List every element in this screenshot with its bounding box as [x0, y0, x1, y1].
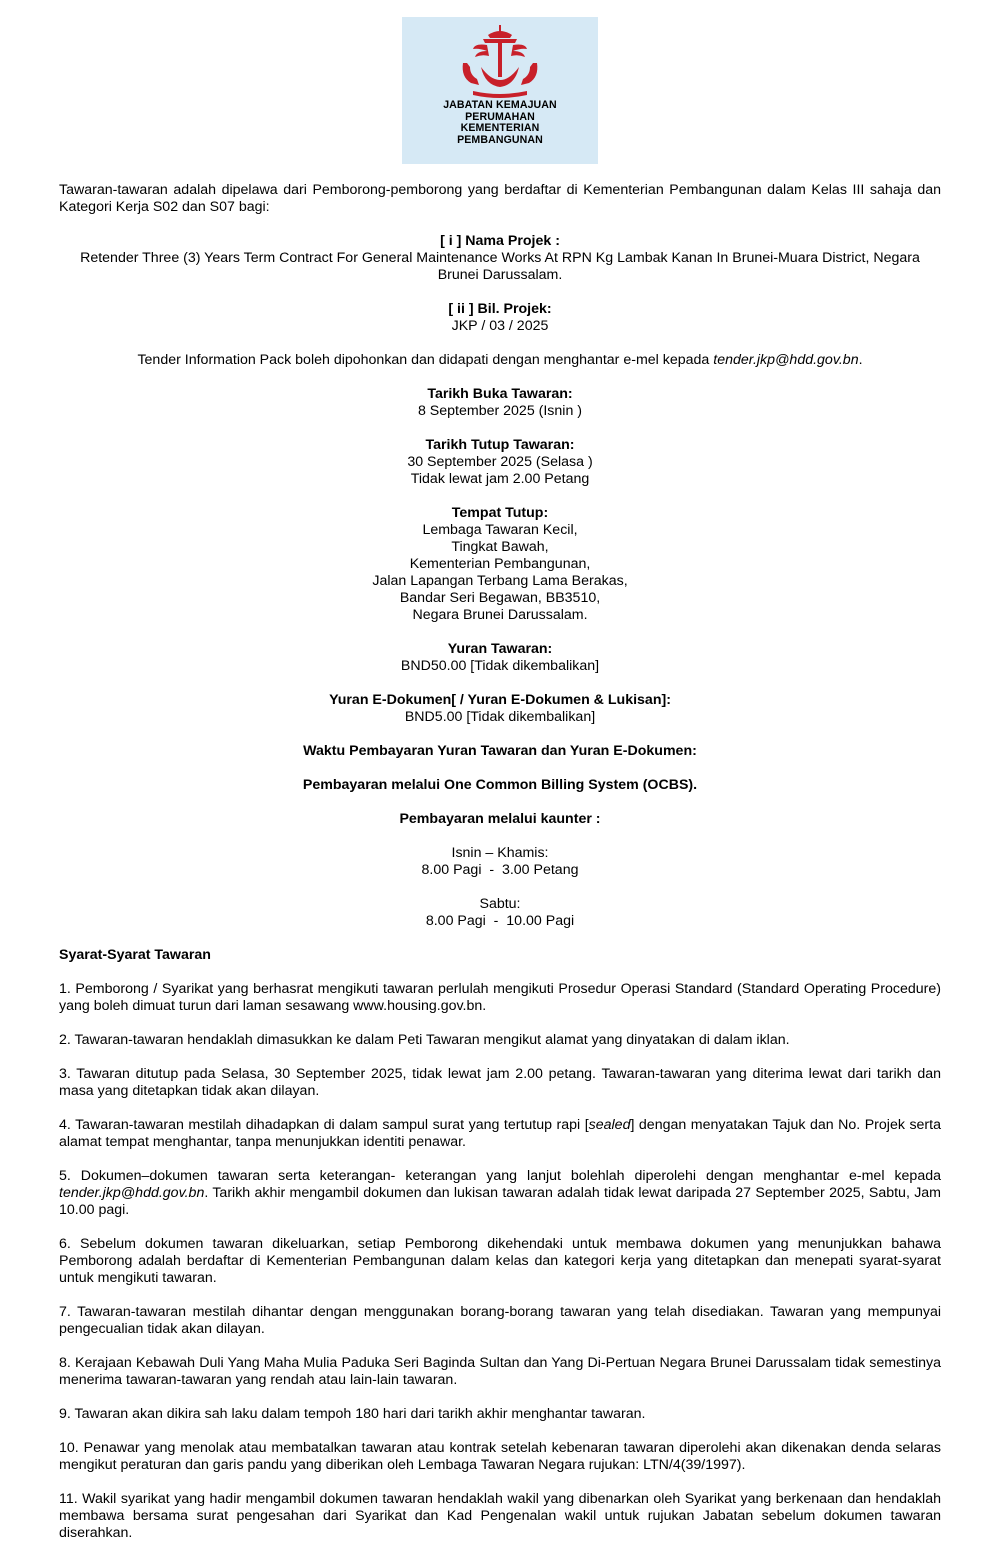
counter-payment-label: Pembayaran melalui kaunter :	[399, 811, 601, 827]
hours-time: 8.00 Pagi - 3.00 Petang	[421, 862, 579, 878]
logo-line: PERUMAHAN	[465, 110, 535, 123]
open-date-value: 8 September 2025 (Isnin )	[417, 403, 583, 419]
project-name-label: [ i ] Nama Projek :	[440, 233, 560, 249]
tender-notice	[59, 182, 941, 1542]
hours-days: Isnin – Khamis:	[451, 845, 549, 861]
term-item: 8. Kerajaan Kebawah Duli Yang Maha Mulia Paduka Seri Baginda Sultan dan Yang Di-Pertuan Negara Brunei Darussalam tidak semestinya menerima tawaran-tawaran yang rendah atau lain-lain tawaran.	[59, 1355, 941, 1388]
project-name-value: Retender Three (3) Years Term Contract For General Maintenance Works At RPN Kg Lambak Kanan In Brunei-Muara District, Negara Brunei Darussalam.	[80, 250, 920, 283]
close-time-value: Tidak lewat jam 2.00 Petang	[410, 471, 590, 487]
term-item: 1. Pemborong / Syarikat yang berhasrat mengikuti tawaran perlulah mengikuti Prosedur Operasi Standard (Standard Operating Procedure) yang boleh dimuat turun dari laman sesawang www.housing.gov.bn.	[59, 981, 941, 1014]
hours-days: Sabtu:	[479, 896, 521, 912]
logo-line: JABATAN KEMAJUAN	[443, 99, 557, 111]
department-logo	[402, 17, 598, 164]
ocbs-payment-label: Pembayaran melalui One Common Billing System (OCBS).	[302, 777, 698, 793]
edocument-fee-value: BND5.00 [Tidak dikembalikan]	[404, 709, 596, 725]
logo-line: KEMENTERIAN	[460, 122, 540, 134]
payment-time-label: Waktu Pembayaran Yuran Tawaran dan Yuran E-Dokumen:	[303, 743, 697, 759]
term-item: 2. Tawaran-tawaran hendaklah dimasukkan ke dalam Peti Tawaran mengikut alamat yang dinyatakan di dalam iklan.	[59, 1032, 790, 1048]
intro-paragraph: Tawaran-tawaran adalah dipelawa dari Pemborong-pemborong yang berdaftar di Kementerian Pembangunan dalam Kelas III sahaja dan Kategori Kerja S02 dan S07 bagi:	[59, 182, 941, 215]
address-line: Lembaga Tawaran Kecil,	[422, 522, 578, 538]
close-date-value: 30 September 2025 (Selasa )	[407, 454, 593, 470]
sealed-emphasis: sealed	[588, 1117, 631, 1133]
open-date-label: Tarikh Buka Tawaran:	[427, 386, 573, 402]
term-item: 10. Penawar yang menolak atau membatalkan tawaran atau kontrak setelah kebenaran tawaran diperolehi akan dikenakan denda selaras mengikut peraturan dan garis pandu yang diberikan oleh Lembaga Tawaran Negara rujukan: LTN/4(39/1997).	[59, 1440, 941, 1473]
term-item: 6. Sebelum dokumen tawaran dikeluarkan, setiap Pemborong dikehendaki untuk membawa dokumen yang menunjukkan bahawa Pemborong adalah berdaftar di Kementerian Pembangunan dalam kelas dan kategori kerja yang ditetapkan dan menepati syarat-syarat untuk mengikuti tawaran.	[59, 1236, 941, 1286]
brunei-crest-icon	[457, 23, 543, 107]
close-date-label: Tarikh Tutup Tawaran:	[425, 437, 575, 453]
logo-text	[402, 100, 598, 146]
tender-fee-label: Yuran Tawaran:	[447, 641, 553, 657]
term-item: 4. Tawaran-tawaran mestilah dihadapkan di dalam sampul surat yang tertutup rapi [sealed] dengan menyatakan Tajuk dan No. Projek serta alamat tempat menghantar, tanpa menunjukkan identiti penawar.	[59, 1117, 941, 1150]
tender-pack-info: Tender Information Pack boleh dipohonkan dan didapati dengan menghantar e-mel kepada tender.jkp@hdd.gov.bn.	[137, 352, 863, 368]
logo-line: PEMBANGUNAN	[457, 133, 543, 146]
term-item: 3. Tawaran ditutup pada Selasa, 30 September 2025, tidak lewat jam 2.00 petang. Tawaran-tawaran yang diterima lewat dari tarikh dan masa yang ditetapkan tidak akan dilayan.	[59, 1066, 941, 1099]
address-line: Jalan Lapangan Terbang Lama Berakas,	[372, 573, 628, 589]
tender-fee-value: BND50.00 [Tidak dikembalikan]	[400, 658, 600, 674]
term-item: 5. Dokumen–dokumen tawaran serta keterangan- keterangan yang lanjut bolehlah diperolehi dengan menghantar e-mel kepada tender.jkp@hdd.gov.bn. Tarikh akhir mengambil dokumen dan lukisan tawaran adalah tidak lewat daripada 27 September 2025, Sabtu, Jam 10.00 pagi.	[59, 1168, 941, 1218]
terms-title: Syarat-Syarat Tawaran	[59, 947, 211, 963]
project-bil-label: [ ii ] Bil. Projek:	[448, 301, 552, 317]
term-item: 9. Tawaran akan dikira sah laku dalam tempoh 180 hari dari tarikh akhir menghantar tawaran.	[59, 1406, 646, 1422]
address-line: Kementerian Pembangunan,	[409, 556, 591, 572]
edocument-fee-label: Yuran E-Dokumen[ / Yuran E-Dokumen & Lukisan]:	[329, 692, 671, 708]
term-item: 11. Wakil syarikat yang hadir mengambil dokumen tawaran hendaklah wakil yang dibenarkan oleh Syarikat yang berkenaan dan hendaklah membawa bersama surat pengesahan dari Syarikat dan Kad Pengenalan wakil untuk rujukan Jabatan sebelum dokumen tawaran diserahkan.	[59, 1491, 941, 1541]
hours-time: 8.00 Pagi - 10.00 Pagi	[425, 913, 575, 929]
tender-email-link[interactable]: tender.jkp@hdd.gov.bn	[59, 1185, 205, 1201]
tender-pack-text: Tender Information Pack boleh dipohonkan dan didapati dengan menghantar e-mel kepada	[137, 352, 710, 368]
closing-place-label: Tempat Tutup:	[451, 505, 549, 521]
tender-email-link[interactable]: tender.jkp@hdd.gov.bn	[713, 352, 859, 368]
address-line: Negara Brunei Darussalam.	[412, 607, 588, 623]
project-bil-value: JKP / 03 / 2025	[451, 318, 549, 334]
address-line: Tingkat Bawah,	[451, 539, 549, 555]
term-item: 7. Tawaran-tawaran mestilah dihantar dengan menggunakan borang-borang tawaran yang telah disediakan. Tawaran yang mempunyai pengecualian tidak akan dilayan.	[59, 1304, 941, 1337]
address-line: Bandar Seri Begawan, BB3510,	[399, 590, 601, 606]
